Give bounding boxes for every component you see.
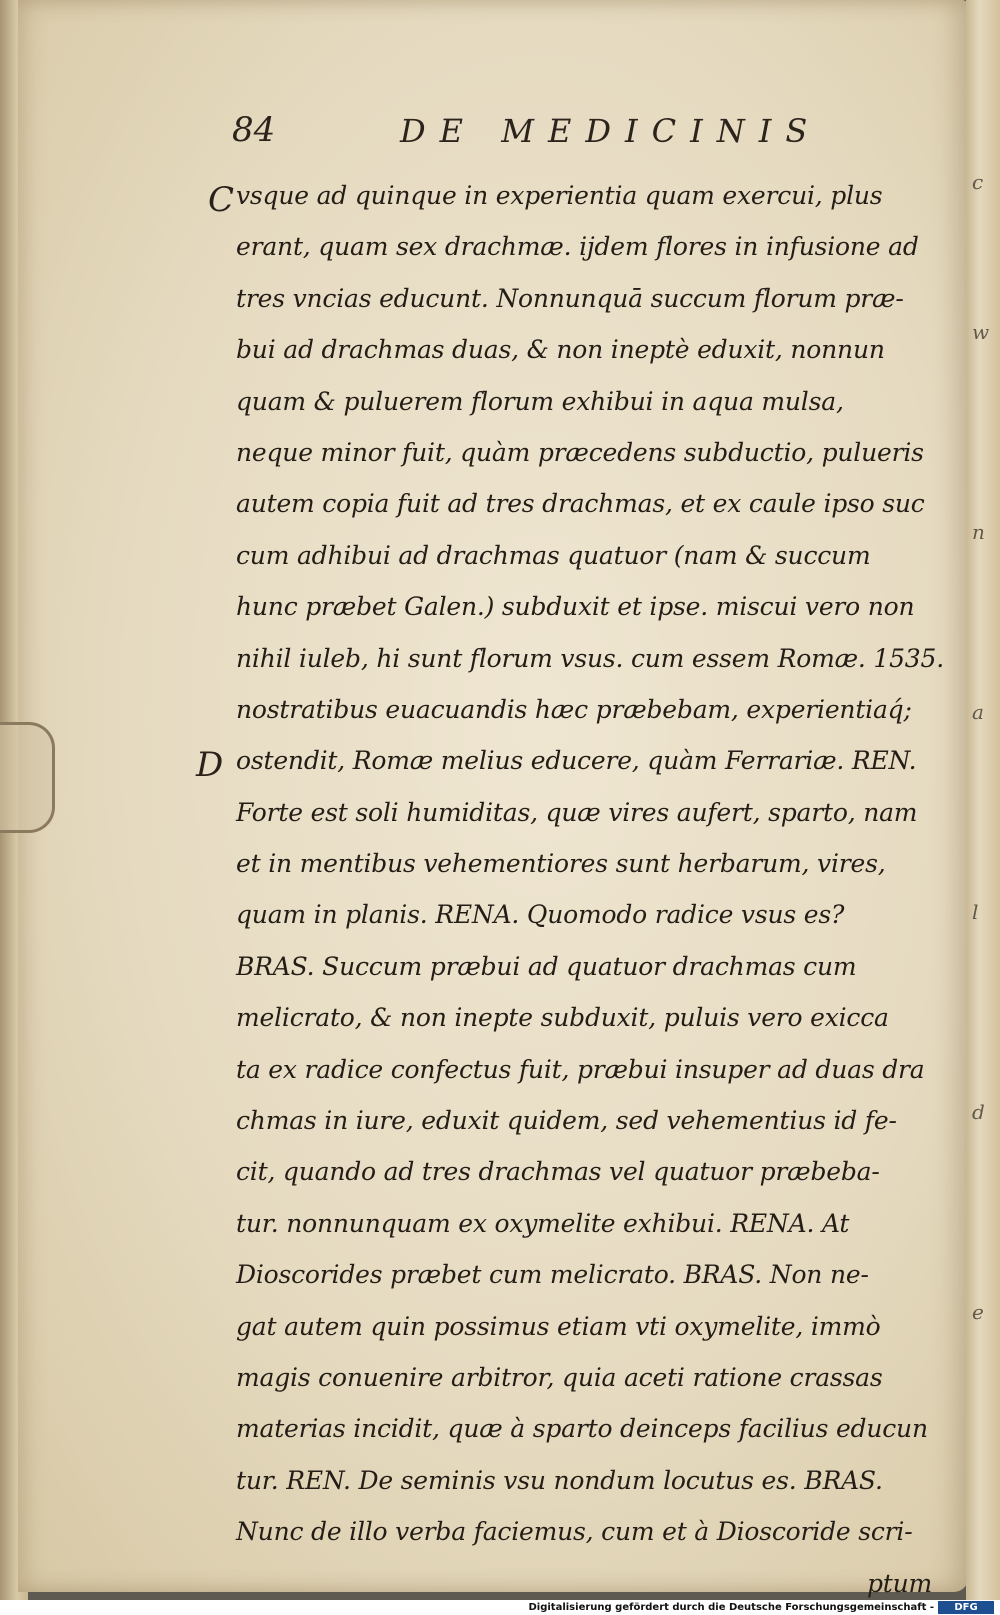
next-page-fragment: a [972,700,984,724]
page-number: 84 [232,110,276,150]
text-line: erant, quam sex drachmæ. ijdem flores in infusione ad [236,232,919,262]
catchword: ptum [866,1568,932,1598]
text-line: Dioscorides præbet cum melicrato. BRAS. Non ne- [236,1260,869,1290]
text-line: cit, quando ad tres drachmas vel quatuor præbeba- [236,1157,880,1187]
text-line: Forte est soli humiditas, quæ vires aufert, sparto, nam [236,797,918,827]
text-line: chmas in iure, eduxit quidem, sed vehementius id fe- [236,1106,897,1136]
text-line: materias incidit, quæ à sparto deinceps facilius educun [236,1414,928,1444]
body-text [236,170,944,1600]
dfg-logo-icon: DFG [938,1601,994,1614]
text-line: neque minor fuit, quàm præcedens subductio, pulueris [236,437,924,467]
text-line: hunc præbet Galen.) subduxit et ipse. miscui vero non [236,592,915,622]
text-line: ta ex radice confectus fuit, præbui insuper ad duas dra [236,1054,925,1084]
text-line: nihil iuleb, hi sunt florum vsus. cum essem Romæ. 1535. [236,643,944,673]
text-line: et in mentibus vehementiores sunt herbarum, vires, [236,849,886,879]
text-line: tur. REN. De seminis vsu nondum locutus es. BRAS. [236,1465,883,1495]
running-title: DE MEDICINIS [400,112,822,150]
text-line: bui ad drachmas duas, & non ineptè eduxit, nonnun [236,335,885,365]
text-line: quam & puluerem florum exhibui in aqua mulsa, [236,386,844,416]
next-page-fragment: d [972,1100,985,1124]
next-page-fragment: l [972,900,979,924]
text-line: gat autem quin possimus etiam vti oxymelite, immò [236,1311,881,1341]
text-line: cum adhibui ad drachmas quatuor (nam & succum [236,540,871,570]
footer-bar [0,1600,1000,1615]
next-page-fragment: w [972,320,990,344]
page-header [232,110,952,160]
text-line: melicrato, & non inepte subduxit, puluis vero exicca [236,1003,889,1033]
text-line: magis conuenire arbitror, quia aceti ratione crassas [236,1362,883,1392]
funding-notice: Digitalisierung gefördert durch die Deutsche Forschungsgemeinschaft - [528,1602,934,1613]
text-line: tres vncias educunt. Nonnunquā succum florum præ- [236,283,904,313]
text-line: nostratibus euacuandis hæc præbebam, experientiaq́; [236,694,912,724]
next-page-fragment: c [972,170,984,194]
text-line: ostendit, Romæ melius educere, quàm Ferrariæ. REN. [236,746,917,776]
text-line: vsque ad quinque in experientia quam exercui, plus [236,181,883,210]
text-line: tur. nonnunquam ex oxymelite exhibui. RENA. At [236,1208,850,1238]
text-line: BRAS. Succum præbui ad quatuor drachmas cum [236,951,857,981]
text-line: Nunc de illo verba faciemus, cum et à Dioscoride scri- [236,1517,913,1547]
page-clip [0,722,55,833]
next-page-strip [966,0,1000,1600]
text-line: autem copia fuit ad tres drachmas, et ex caule ipso suc [236,489,925,519]
text-line: quam in planis. RENA. Quomodo radice vsus es? [236,900,845,930]
margin-letter-d: D [196,745,224,785]
margin-letter-c: C [208,180,235,220]
next-page-fragment: n [972,520,985,544]
next-page-fragment: e [972,1300,984,1324]
